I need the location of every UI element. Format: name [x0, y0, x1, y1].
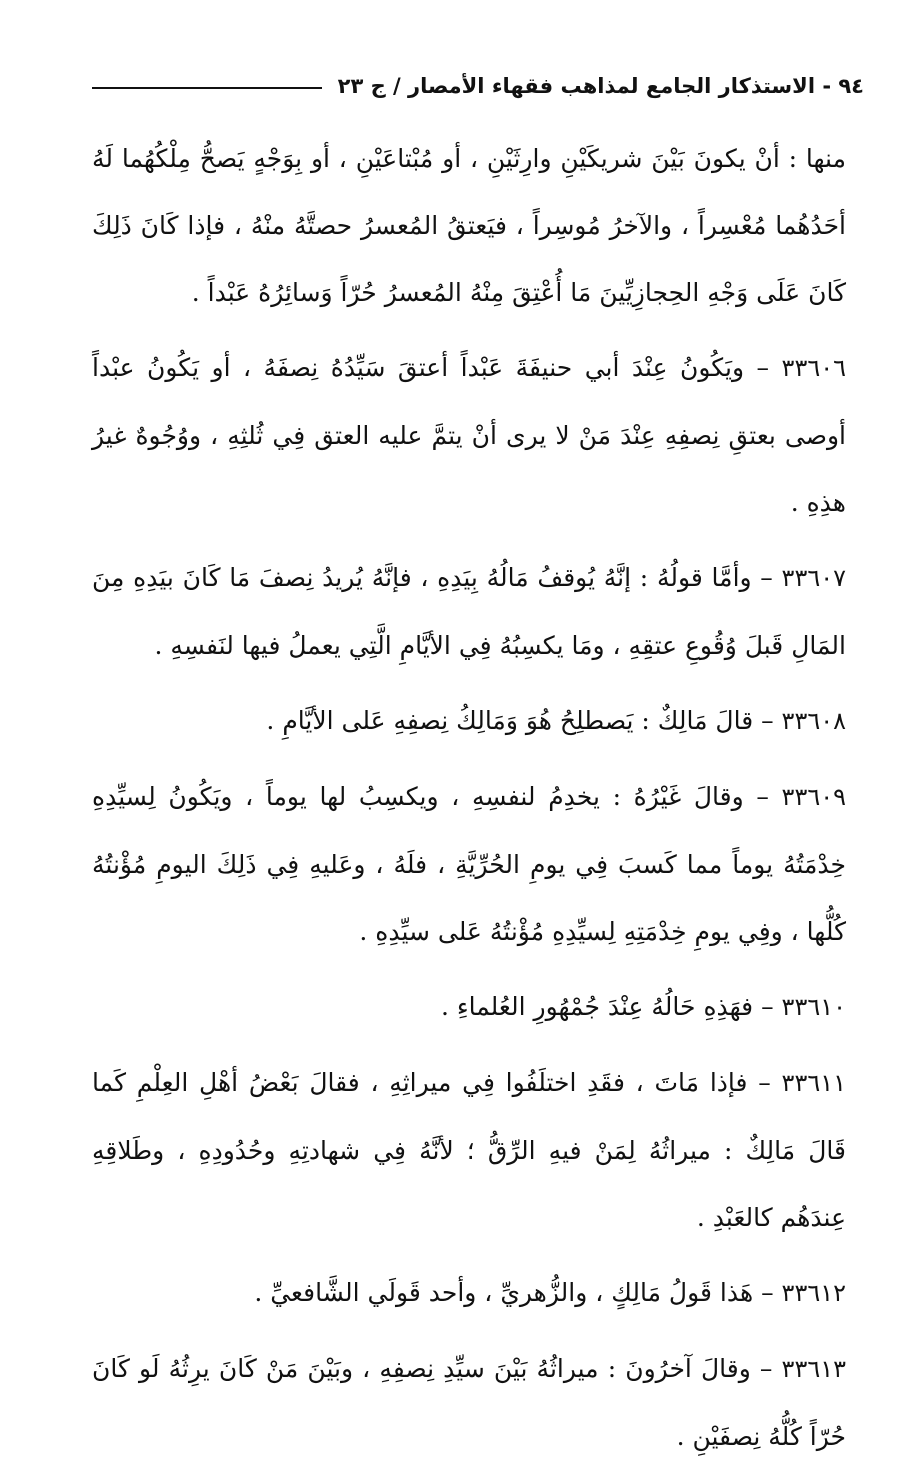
paragraph-number: ٣٣٦٠٨ [781, 707, 846, 735]
paragraph-33608 [92, 687, 846, 755]
paragraph-number: ٣٣٦٠٩ [781, 783, 846, 811]
paragraph-33611 [92, 1049, 846, 1251]
paragraph-33609 [92, 763, 846, 965]
paragraph-text: – ويَكُونُ عِنْدَ أبي حنيفَةَ عَبْداً أعتقَ سَيِّدُهُ نِصفَهُ ، أو يَكُونُ عبْداً أوصى بعتقِ نِصفِهِ عِنْدَ مَنْ لا يرى أنْ يتمَّ عليه العتق فِي ثُلثِهِ ، ووُجُوهٌ غيرُ هذِهِ . [92, 353, 846, 517]
header-rule [92, 87, 322, 89]
paragraph-text: – هَذا قَولُ مَالِكٍ ، والزُّهريِّ ، وأحد قَولَي الشَّافعيِّ . [254, 1278, 774, 1307]
paragraph-33612 [92, 1259, 846, 1327]
paragraph-33607 [92, 544, 846, 679]
paragraph-number: ٣٣٦١٢ [781, 1279, 846, 1307]
running-head [92, 66, 864, 106]
paragraph-text: – وقالَ غَيْرُهُ : يخدِمُ لنفسِهِ ، ويكسِبُ لها يوماً ، ويَكُونُ لِسيِّدِهِ خِدْمَتُهُ يوماً مما كَسبَ فِي يومِ الحُرِّيَّةِ ، فلَهُ ، وعَليهِ فِي ذَلِكَ اليومِ مُؤْنتُهُ كُلُّها ، وفِي يومِ خِدْمَتِهِ لِسيِّدِهِ مُؤْنتُهُ عَلى سيِّدِهِ . [92, 782, 846, 946]
paragraph-number: ٣٣٦١٠ [781, 993, 846, 1021]
paragraph-number: ٣٣٦١٣ [781, 1355, 846, 1383]
paragraph-text: – فهَذِهِ حَالُهُ عِنْدَ جُمْهُورِ العُلماءِ . [440, 992, 774, 1021]
paragraph-33606 [92, 334, 846, 536]
paragraph-text: – وقالَ آخرُونَ : ميراثُهُ بَيْنَ سيِّدِ نِصفِهِ ، وبَيْنَ مَنْ كَانَ يرِثُهُ لَو كَانَ حُرّاً كُلُّهُ نِصفَيْنِ . [92, 1354, 846, 1451]
paragraph-continuation [92, 125, 846, 326]
paragraph-text: – فإذا مَاتَ ، فقَدِ اختلَفُوا فِي ميراثِهِ ، فقالَ بَعْضُ أهْلِ العِلْمِ كَما قَالَ مَالِكٌ : ميراثُهُ لِمَنْ فيهِ الرِّقُّ ؛ لأنَّهُ فِي شهادتِهِ وحُدُودِهِ ، وطَلاقِهِ عِندَهُم كالعَبْدِ . [92, 1068, 846, 1232]
body-text [92, 125, 846, 1478]
paragraph-number: ٣٣٦٠٧ [781, 564, 846, 592]
paragraph-33610 [92, 973, 846, 1041]
paragraph-number: ٣٣٦١١ [781, 1069, 846, 1097]
paragraph-text: – وأمَّا قولُهُ : إنَّهُ يُوقفُ مَالُهُ بِيَدِهِ ، فإنَّهُ يُريدُ نِصفَ مَا كَانَ بيَدِهِ مِنَ المَالِ قَبلَ وُقُوعِ عتقِهِ ، ومَا يكسِبُهُ فِي الأيَّامِ الَّتِي يعملُ فيها لنَفسِهِ . [92, 563, 846, 660]
paragraph-text: – قالَ مَالِكٌ : يَصطلِحُ هُوَ وَمَالِكُ نِصفِهِ عَلى الأيَّامِ . [266, 706, 774, 735]
running-head-text: ٩٤ - الاستذكار الجامع لمذاهب فقهاء الأمصار / ج ٢٣ [337, 74, 864, 98]
paragraph-text: منها : أنْ يكونَ بَيْنَ شريكَيْنِ وارِثَيْنِ ، أو مُبْتاعَيْنِ ، أو بِوَجْهٍ يَصحُّ مِلْكُهُما لَهُ أحَدُهُما مُعْسِراً ، والآخرُ مُوسِراً ، فيَعتقُ المُعسرُ حصتَّهُ منْهُ ، فإذا كَانَ ذَلِكَ كَانَ عَلَى وَجْهِ الحِجازِيِّينَ مَا أُعْتِقَ مِنْهُ المُعسرُ حُرّاً وَسائِرُهُ عَبْداً . [92, 144, 846, 307]
paragraph-33613 [92, 1335, 846, 1470]
paragraph-number: ٣٣٦٠٦ [781, 354, 846, 382]
